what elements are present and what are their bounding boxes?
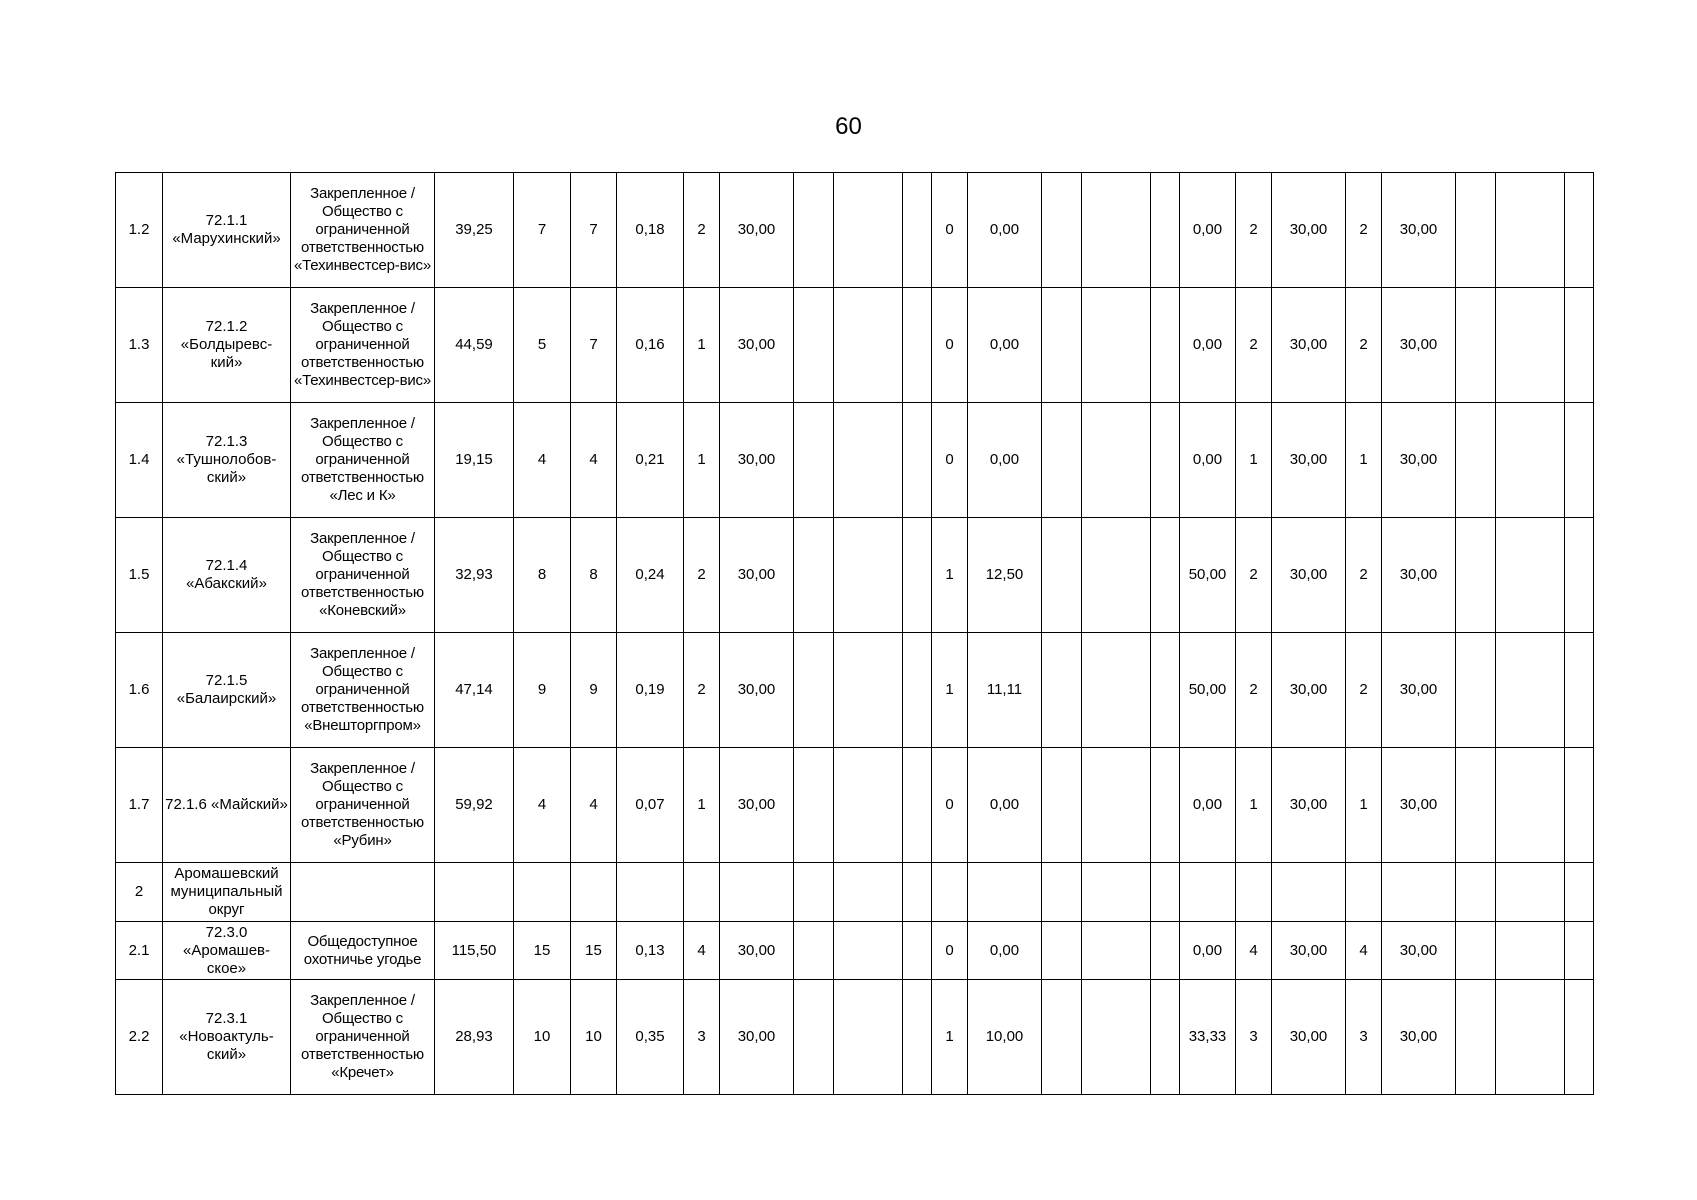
table-cell: 0,35 xyxy=(617,980,684,1095)
table-cell xyxy=(1565,518,1594,633)
table-cell: 72.3.0 «Аромашев-ское» xyxy=(163,922,291,980)
table-cell: 0,00 xyxy=(968,922,1042,980)
table-cell: 8 xyxy=(571,518,617,633)
table-cell: 11,11 xyxy=(968,633,1042,748)
table-cell: 0 xyxy=(932,403,968,518)
table-cell: 33,33 xyxy=(1180,980,1236,1095)
table-cell: 1 xyxy=(1346,403,1382,518)
table-cell: 0,19 xyxy=(617,633,684,748)
table-cell xyxy=(1042,173,1082,288)
table-cell: 1.2 xyxy=(116,173,163,288)
table-cell: 4 xyxy=(1236,922,1272,980)
table-cell xyxy=(1456,403,1496,518)
table-cell: 30,00 xyxy=(1382,288,1456,403)
table-cell: 72.3.1 «Новоактуль-ский» xyxy=(163,980,291,1095)
table-cell xyxy=(794,748,834,863)
table-cell xyxy=(1346,863,1382,922)
table-cell: 30,00 xyxy=(1272,288,1346,403)
table-cell xyxy=(1082,633,1151,748)
table-cell: 12,50 xyxy=(968,518,1042,633)
table-cell xyxy=(1496,403,1565,518)
table-cell xyxy=(1082,748,1151,863)
table-cell xyxy=(1565,748,1594,863)
table-cell: 0,24 xyxy=(617,518,684,633)
table-cell: 44,59 xyxy=(435,288,514,403)
table-cell xyxy=(1151,922,1180,980)
table-cell: 2 xyxy=(1346,288,1382,403)
table-cell: 1.3 xyxy=(116,288,163,403)
table-cell: 0 xyxy=(932,922,968,980)
table-cell: 30,00 xyxy=(720,922,794,980)
table-cell: 30,00 xyxy=(1382,633,1456,748)
table-cell: 30,00 xyxy=(1272,633,1346,748)
table-cell xyxy=(1565,633,1594,748)
table-cell xyxy=(1042,980,1082,1095)
table-cell xyxy=(1456,863,1496,922)
table-cell xyxy=(1456,748,1496,863)
table-cell xyxy=(1082,980,1151,1095)
table-cell xyxy=(1456,288,1496,403)
table-cell: 1.4 xyxy=(116,403,163,518)
table-cell: 7 xyxy=(571,288,617,403)
table-row xyxy=(116,403,1594,518)
table-cell: 30,00 xyxy=(720,980,794,1095)
table-cell: 10 xyxy=(571,980,617,1095)
table-cell: 1.6 xyxy=(116,633,163,748)
table-cell xyxy=(834,633,903,748)
table-cell xyxy=(1151,980,1180,1095)
table-cell: 4 xyxy=(514,403,571,518)
table-cell: 0 xyxy=(932,288,968,403)
table-cell: 1 xyxy=(1236,403,1272,518)
table-cell: 4 xyxy=(514,748,571,863)
table-cell: 72.1.5 «Балаирский» xyxy=(163,633,291,748)
table-cell xyxy=(1151,173,1180,288)
table-cell: 4 xyxy=(684,922,720,980)
table-cell xyxy=(1456,980,1496,1095)
table-cell: 30,00 xyxy=(720,518,794,633)
table-cell: 0,13 xyxy=(617,922,684,980)
table-cell: 30,00 xyxy=(1272,922,1346,980)
table-cell: 2 xyxy=(1236,173,1272,288)
table-cell xyxy=(1496,748,1565,863)
table-cell: 72.1.2 «Болдыревс-кий» xyxy=(163,288,291,403)
table-cell: 30,00 xyxy=(1272,403,1346,518)
table-cell xyxy=(1042,748,1082,863)
table-cell xyxy=(794,922,834,980)
table-cell xyxy=(968,863,1042,922)
table-cell: 3 xyxy=(1346,980,1382,1095)
table-cell xyxy=(834,403,903,518)
table-cell xyxy=(1082,922,1151,980)
table-cell: Аромашевский муниципальный округ xyxy=(163,863,291,922)
table-cell xyxy=(903,173,932,288)
table-cell: 0,16 xyxy=(617,288,684,403)
table-cell: 0,18 xyxy=(617,173,684,288)
table-cell: 30,00 xyxy=(1382,173,1456,288)
table-row xyxy=(116,863,1594,922)
table-cell xyxy=(903,288,932,403)
table-cell xyxy=(1496,980,1565,1095)
table-cell: 7 xyxy=(514,173,571,288)
table-cell xyxy=(1272,863,1346,922)
table-cell xyxy=(903,980,932,1095)
table-cell: Общедоступное охотничье угодье xyxy=(291,922,435,980)
table-cell: 0,00 xyxy=(1180,922,1236,980)
table-cell xyxy=(1180,863,1236,922)
table-cell xyxy=(1456,518,1496,633)
table-cell xyxy=(903,403,932,518)
table-cell xyxy=(1042,863,1082,922)
table-cell: 4 xyxy=(571,403,617,518)
table-cell xyxy=(1496,863,1565,922)
table-cell: 30,00 xyxy=(720,748,794,863)
table-cell xyxy=(1565,922,1594,980)
table-cell: Закрепленное / Общество с ограниченной ответственностью «Кречет» xyxy=(291,980,435,1095)
table-cell: 30,00 xyxy=(1382,922,1456,980)
table-cell: 30,00 xyxy=(1382,980,1456,1095)
table-cell xyxy=(1082,863,1151,922)
table-cell xyxy=(1565,403,1594,518)
table-cell xyxy=(1565,863,1594,922)
table-cell: 1 xyxy=(1346,748,1382,863)
table-cell: 2 xyxy=(684,633,720,748)
table-cell: 3 xyxy=(1236,980,1272,1095)
table-body xyxy=(116,173,1594,1095)
table-cell: 30,00 xyxy=(720,633,794,748)
table-row xyxy=(116,173,1594,288)
table-cell: 1 xyxy=(1236,748,1272,863)
table-cell: Закрепленное / Общество с ограниченной ответственностью «Рубин» xyxy=(291,748,435,863)
table-cell xyxy=(684,863,720,922)
table-cell: 50,00 xyxy=(1180,633,1236,748)
table-row xyxy=(116,518,1594,633)
table-cell: 7 xyxy=(571,173,617,288)
table-cell xyxy=(291,863,435,922)
table-cell xyxy=(1042,403,1082,518)
table-cell: 30,00 xyxy=(1382,403,1456,518)
table-cell: 72.1.6 «Майский» xyxy=(163,748,291,863)
table-cell: 15 xyxy=(514,922,571,980)
table-cell xyxy=(1082,518,1151,633)
table-cell: 2.1 xyxy=(116,922,163,980)
table-cell xyxy=(1496,633,1565,748)
table-cell: 115,50 xyxy=(435,922,514,980)
table-cell: 0,00 xyxy=(968,288,1042,403)
table-cell xyxy=(514,863,571,922)
table-cell xyxy=(834,288,903,403)
table-cell xyxy=(1082,173,1151,288)
table-cell: 10 xyxy=(514,980,571,1095)
table-row xyxy=(116,922,1594,980)
table-cell: Закрепленное / Общество с ограниченной ответственностью «Техинвестсер-вис» xyxy=(291,288,435,403)
table-cell: Закрепленное / Общество с ограниченной ответственностью «Внешторгпром» xyxy=(291,633,435,748)
table-cell: 50,00 xyxy=(1180,518,1236,633)
table-cell: 2 xyxy=(1236,633,1272,748)
table-cell: 30,00 xyxy=(720,403,794,518)
table-cell: 30,00 xyxy=(1272,980,1346,1095)
table-cell: 1 xyxy=(684,748,720,863)
table-cell: 19,15 xyxy=(435,403,514,518)
table-cell xyxy=(1456,633,1496,748)
table-cell: 0,00 xyxy=(968,403,1042,518)
table-cell: 8 xyxy=(514,518,571,633)
table-cell xyxy=(1496,288,1565,403)
table-cell: 9 xyxy=(571,633,617,748)
table-cell: 39,25 xyxy=(435,173,514,288)
table-cell: 9 xyxy=(514,633,571,748)
hunting-grounds-table xyxy=(115,172,1594,1095)
table-cell: 0,00 xyxy=(1180,403,1236,518)
table-cell xyxy=(1496,173,1565,288)
table-cell xyxy=(1565,173,1594,288)
table-cell: 2 xyxy=(1346,518,1382,633)
table-cell xyxy=(1151,403,1180,518)
table-cell xyxy=(617,863,684,922)
table-cell: 2 xyxy=(1346,633,1382,748)
table-cell: 30,00 xyxy=(1272,173,1346,288)
table-cell xyxy=(1151,288,1180,403)
table-cell: 1 xyxy=(932,633,968,748)
table-cell xyxy=(932,863,968,922)
table-cell: 2 xyxy=(1346,173,1382,288)
table-cell: Закрепленное / Общество с ограниченной ответственностью «Техинвестсер-вис» xyxy=(291,173,435,288)
table-cell: 0,00 xyxy=(1180,173,1236,288)
table-cell xyxy=(794,403,834,518)
table-cell: 0,07 xyxy=(617,748,684,863)
table-cell: 0,00 xyxy=(1180,288,1236,403)
table-cell xyxy=(1082,403,1151,518)
table-row xyxy=(116,980,1594,1095)
table-cell xyxy=(903,922,932,980)
table-cell: 1 xyxy=(684,288,720,403)
table-cell: 4 xyxy=(1346,922,1382,980)
table-cell xyxy=(1456,922,1496,980)
table-cell xyxy=(794,980,834,1095)
table-cell xyxy=(903,863,932,922)
table-cell xyxy=(435,863,514,922)
table-cell xyxy=(720,863,794,922)
table-cell xyxy=(1151,748,1180,863)
table-cell: 0 xyxy=(932,748,968,863)
table-cell xyxy=(1456,173,1496,288)
table-cell xyxy=(1151,518,1180,633)
table-cell xyxy=(794,633,834,748)
table-cell: 72.1.3 «Тушнолобов-ский» xyxy=(163,403,291,518)
table-cell: 72.1.1 «Марухинский» xyxy=(163,173,291,288)
table-cell: 59,92 xyxy=(435,748,514,863)
table-row xyxy=(116,288,1594,403)
table-cell xyxy=(834,922,903,980)
table-cell: Закрепленное /Общество с ограниченной ответственностью «Лес и К» xyxy=(291,403,435,518)
table-cell: 10,00 xyxy=(968,980,1042,1095)
page-number: 60 xyxy=(835,113,862,140)
table-cell: 0 xyxy=(932,173,968,288)
table-cell: 2 xyxy=(684,173,720,288)
table-cell xyxy=(571,863,617,922)
table-cell: Закрепленное / Общество с ограниченной ответственностью «Коневский» xyxy=(291,518,435,633)
table-cell: 0,00 xyxy=(1180,748,1236,863)
table-cell xyxy=(1042,633,1082,748)
table-cell: 30,00 xyxy=(1382,518,1456,633)
table-cell: 2 xyxy=(1236,288,1272,403)
table-cell xyxy=(794,863,834,922)
table-cell: 0,00 xyxy=(968,748,1042,863)
table-cell xyxy=(794,173,834,288)
table-cell xyxy=(794,288,834,403)
table-cell xyxy=(834,518,903,633)
table-cell: 47,14 xyxy=(435,633,514,748)
table-cell xyxy=(1042,518,1082,633)
table-cell: 4 xyxy=(571,748,617,863)
table-cell xyxy=(834,748,903,863)
table-cell xyxy=(834,863,903,922)
table-cell xyxy=(1565,288,1594,403)
table-cell: 30,00 xyxy=(1272,748,1346,863)
table-cell: 2 xyxy=(116,863,163,922)
table-cell xyxy=(903,518,932,633)
table-cell: 1 xyxy=(932,518,968,633)
table-cell: 1 xyxy=(932,980,968,1095)
table-cell: 2 xyxy=(684,518,720,633)
table-cell xyxy=(1565,980,1594,1095)
table-row xyxy=(116,633,1594,748)
table-cell: 30,00 xyxy=(1382,748,1456,863)
table-cell xyxy=(1496,922,1565,980)
table-cell: 1.7 xyxy=(116,748,163,863)
table-cell xyxy=(834,173,903,288)
table-cell xyxy=(1382,863,1456,922)
table-cell xyxy=(1042,922,1082,980)
table-cell: 32,93 xyxy=(435,518,514,633)
table-cell: 30,00 xyxy=(1272,518,1346,633)
table-cell xyxy=(903,633,932,748)
table-cell xyxy=(903,748,932,863)
table-cell: 15 xyxy=(571,922,617,980)
table-cell: 5 xyxy=(514,288,571,403)
table-cell: 1.5 xyxy=(116,518,163,633)
table-cell: 2.2 xyxy=(116,980,163,1095)
table-cell: 2 xyxy=(1236,518,1272,633)
table-cell xyxy=(1496,518,1565,633)
table-cell: 1 xyxy=(684,403,720,518)
table-cell: 0,21 xyxy=(617,403,684,518)
table-cell: 0,00 xyxy=(968,173,1042,288)
table-cell xyxy=(1151,633,1180,748)
table-cell: 3 xyxy=(684,980,720,1095)
table-cell xyxy=(794,518,834,633)
table-cell xyxy=(1236,863,1272,922)
table-row xyxy=(116,748,1594,863)
table-cell: 72.1.4 «Абакский» xyxy=(163,518,291,633)
table-cell xyxy=(834,980,903,1095)
table-cell xyxy=(1151,863,1180,922)
table-cell: 30,00 xyxy=(720,173,794,288)
table-cell: 30,00 xyxy=(720,288,794,403)
table-cell xyxy=(1042,288,1082,403)
table-cell: 28,93 xyxy=(435,980,514,1095)
table-cell xyxy=(1082,288,1151,403)
